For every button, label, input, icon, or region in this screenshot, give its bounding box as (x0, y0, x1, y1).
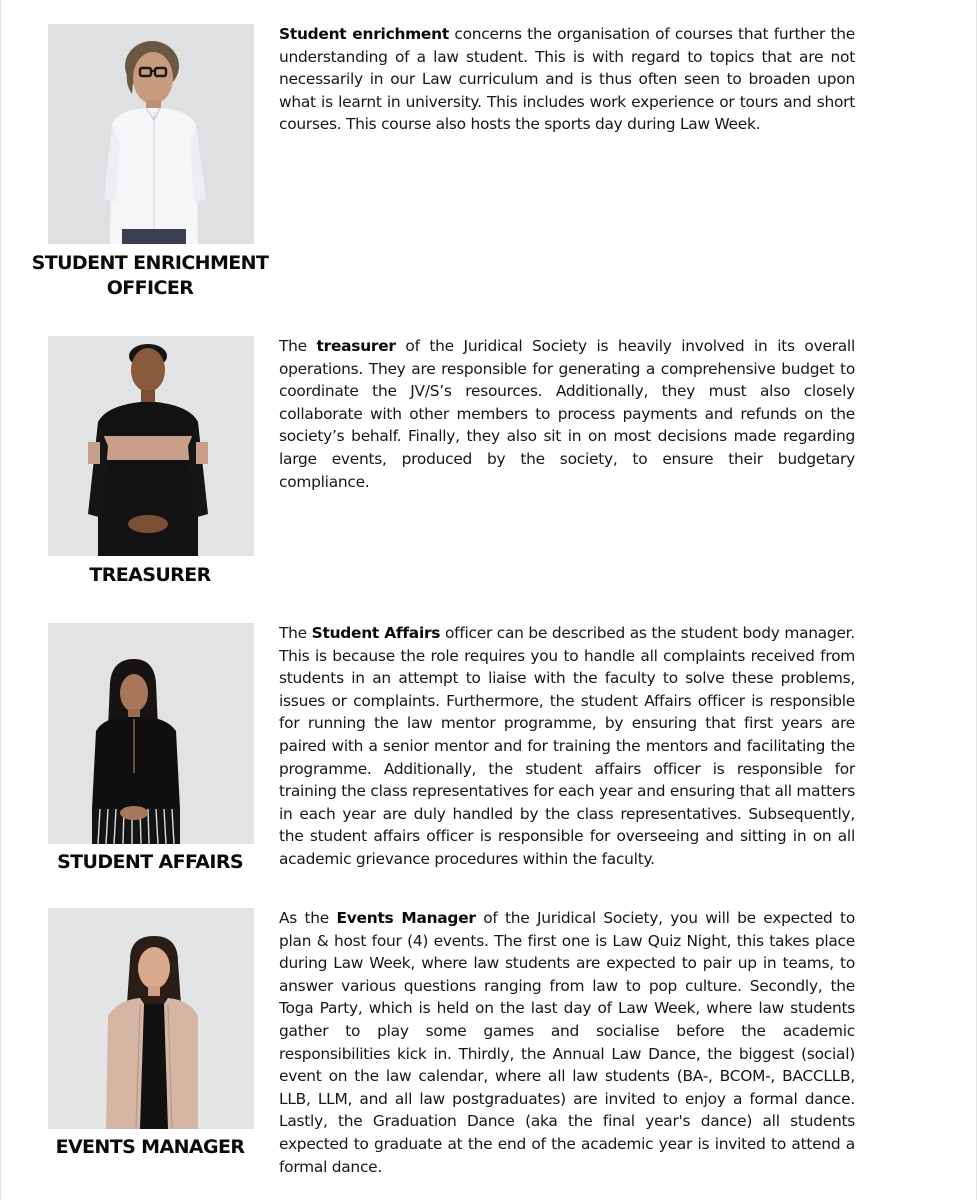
person-photo-illustration (48, 908, 254, 1129)
desc-body-text: of the Juridical Society, you will be expected to plan & host four (4) events. The first one is Law Quiz Night, this takes place during Law Week, where law students are expected to pair up in teams, to answer various questions ranging from law to pop culture. Secondly, the Toga Party, which is held on the last day of Law Week, where law students gather to play some games and socialise before the academic responsibilities kick in. Thirdly, the Annual Law Dance, the biggest (social) event on the law calendar, where all law students (BA-, BCOM-, BACCLLB, LLB, LLM, and all law postgraduates) are invited to enjoy a formal dance. Lastly, the Graduation Dance (aka the final year's dance) all students expected to graduate at the end of the academic year is invited to attend a formal dance. (279, 909, 855, 1176)
desc-body-text: officer can be described as the student body manager. This is because the role requires you to handle all complaints received from students in an attempt to liaise with the faculty to solve these problems, issues or complaints. Furthermore, the student Affairs officer is responsible for running the law mentor programme, by ensuring that first years are paired with a senior mentor and for training the mentors and facilitating the programme. Additionally, the student affairs officer is responsible for training the class representatives for each year and ensuring that all matters in each year are duly handled by the class representatives. Subsequently, the student affairs officer is responsible for overseeing and sitting in on all academic grievance procedures within the faculty. (279, 624, 855, 868)
desc-body-text: of the Juridical Society is heavily involved in its overall operations. They are responsible for generating a comprehensive budget to coordinate the JV/S’s resources. Additionally, they must also closely collaborate with other members to process payments and refunds on the society’s behalf. Finally, they also sit in on most decisions made regarding large events, produced by the society, to ensure their budgetary compliance. (279, 337, 855, 491)
desc-body-text: concerns the organisation of courses that further the understanding of a law student. This is with regard to topics that are not necessarily in our Law curriculum and is thus often seen to broaden upon what is learnt in university. This includes work experience or tours and short courses. This course also hosts the sports day during Law Week. (279, 25, 855, 134)
person-photo-illustration (48, 24, 254, 244)
role-title-student-affairs: STUDENT AFFAIRS (57, 851, 243, 873)
events-manager-photo (48, 908, 254, 1129)
role-title-treasurer: TREASURER (89, 564, 211, 586)
desc-bold-term: Student Affairs (311, 624, 441, 642)
desc-bold-term: Events Manager (336, 909, 476, 927)
desc-bold-term: treasurer (316, 337, 396, 355)
desc-bold-term: Student enrichment (279, 25, 449, 43)
role-description-treasurer (279, 335, 855, 493)
role-description-student-affairs (279, 622, 855, 871)
treasurer-photo (48, 336, 254, 556)
desc-lead-text: As the (279, 909, 337, 927)
role-description-student-enrichment (279, 23, 855, 136)
desc-lead-text: The (279, 337, 317, 355)
person-photo-illustration (48, 623, 254, 844)
desc-lead-text: The (279, 624, 312, 642)
role-description-events-manager (279, 907, 855, 1178)
role-title-student-enrichment-officer (21, 251, 279, 301)
role-title-events-manager: EVENTS MANAGER (55, 1136, 245, 1158)
role-title-line-2: OFFICER (106, 277, 194, 299)
student-enrichment-officer-photo (48, 24, 254, 244)
role-title-line-1: STUDENT ENRICHMENT (31, 252, 269, 274)
student-affairs-photo (48, 623, 254, 844)
person-photo-illustration (48, 336, 254, 556)
